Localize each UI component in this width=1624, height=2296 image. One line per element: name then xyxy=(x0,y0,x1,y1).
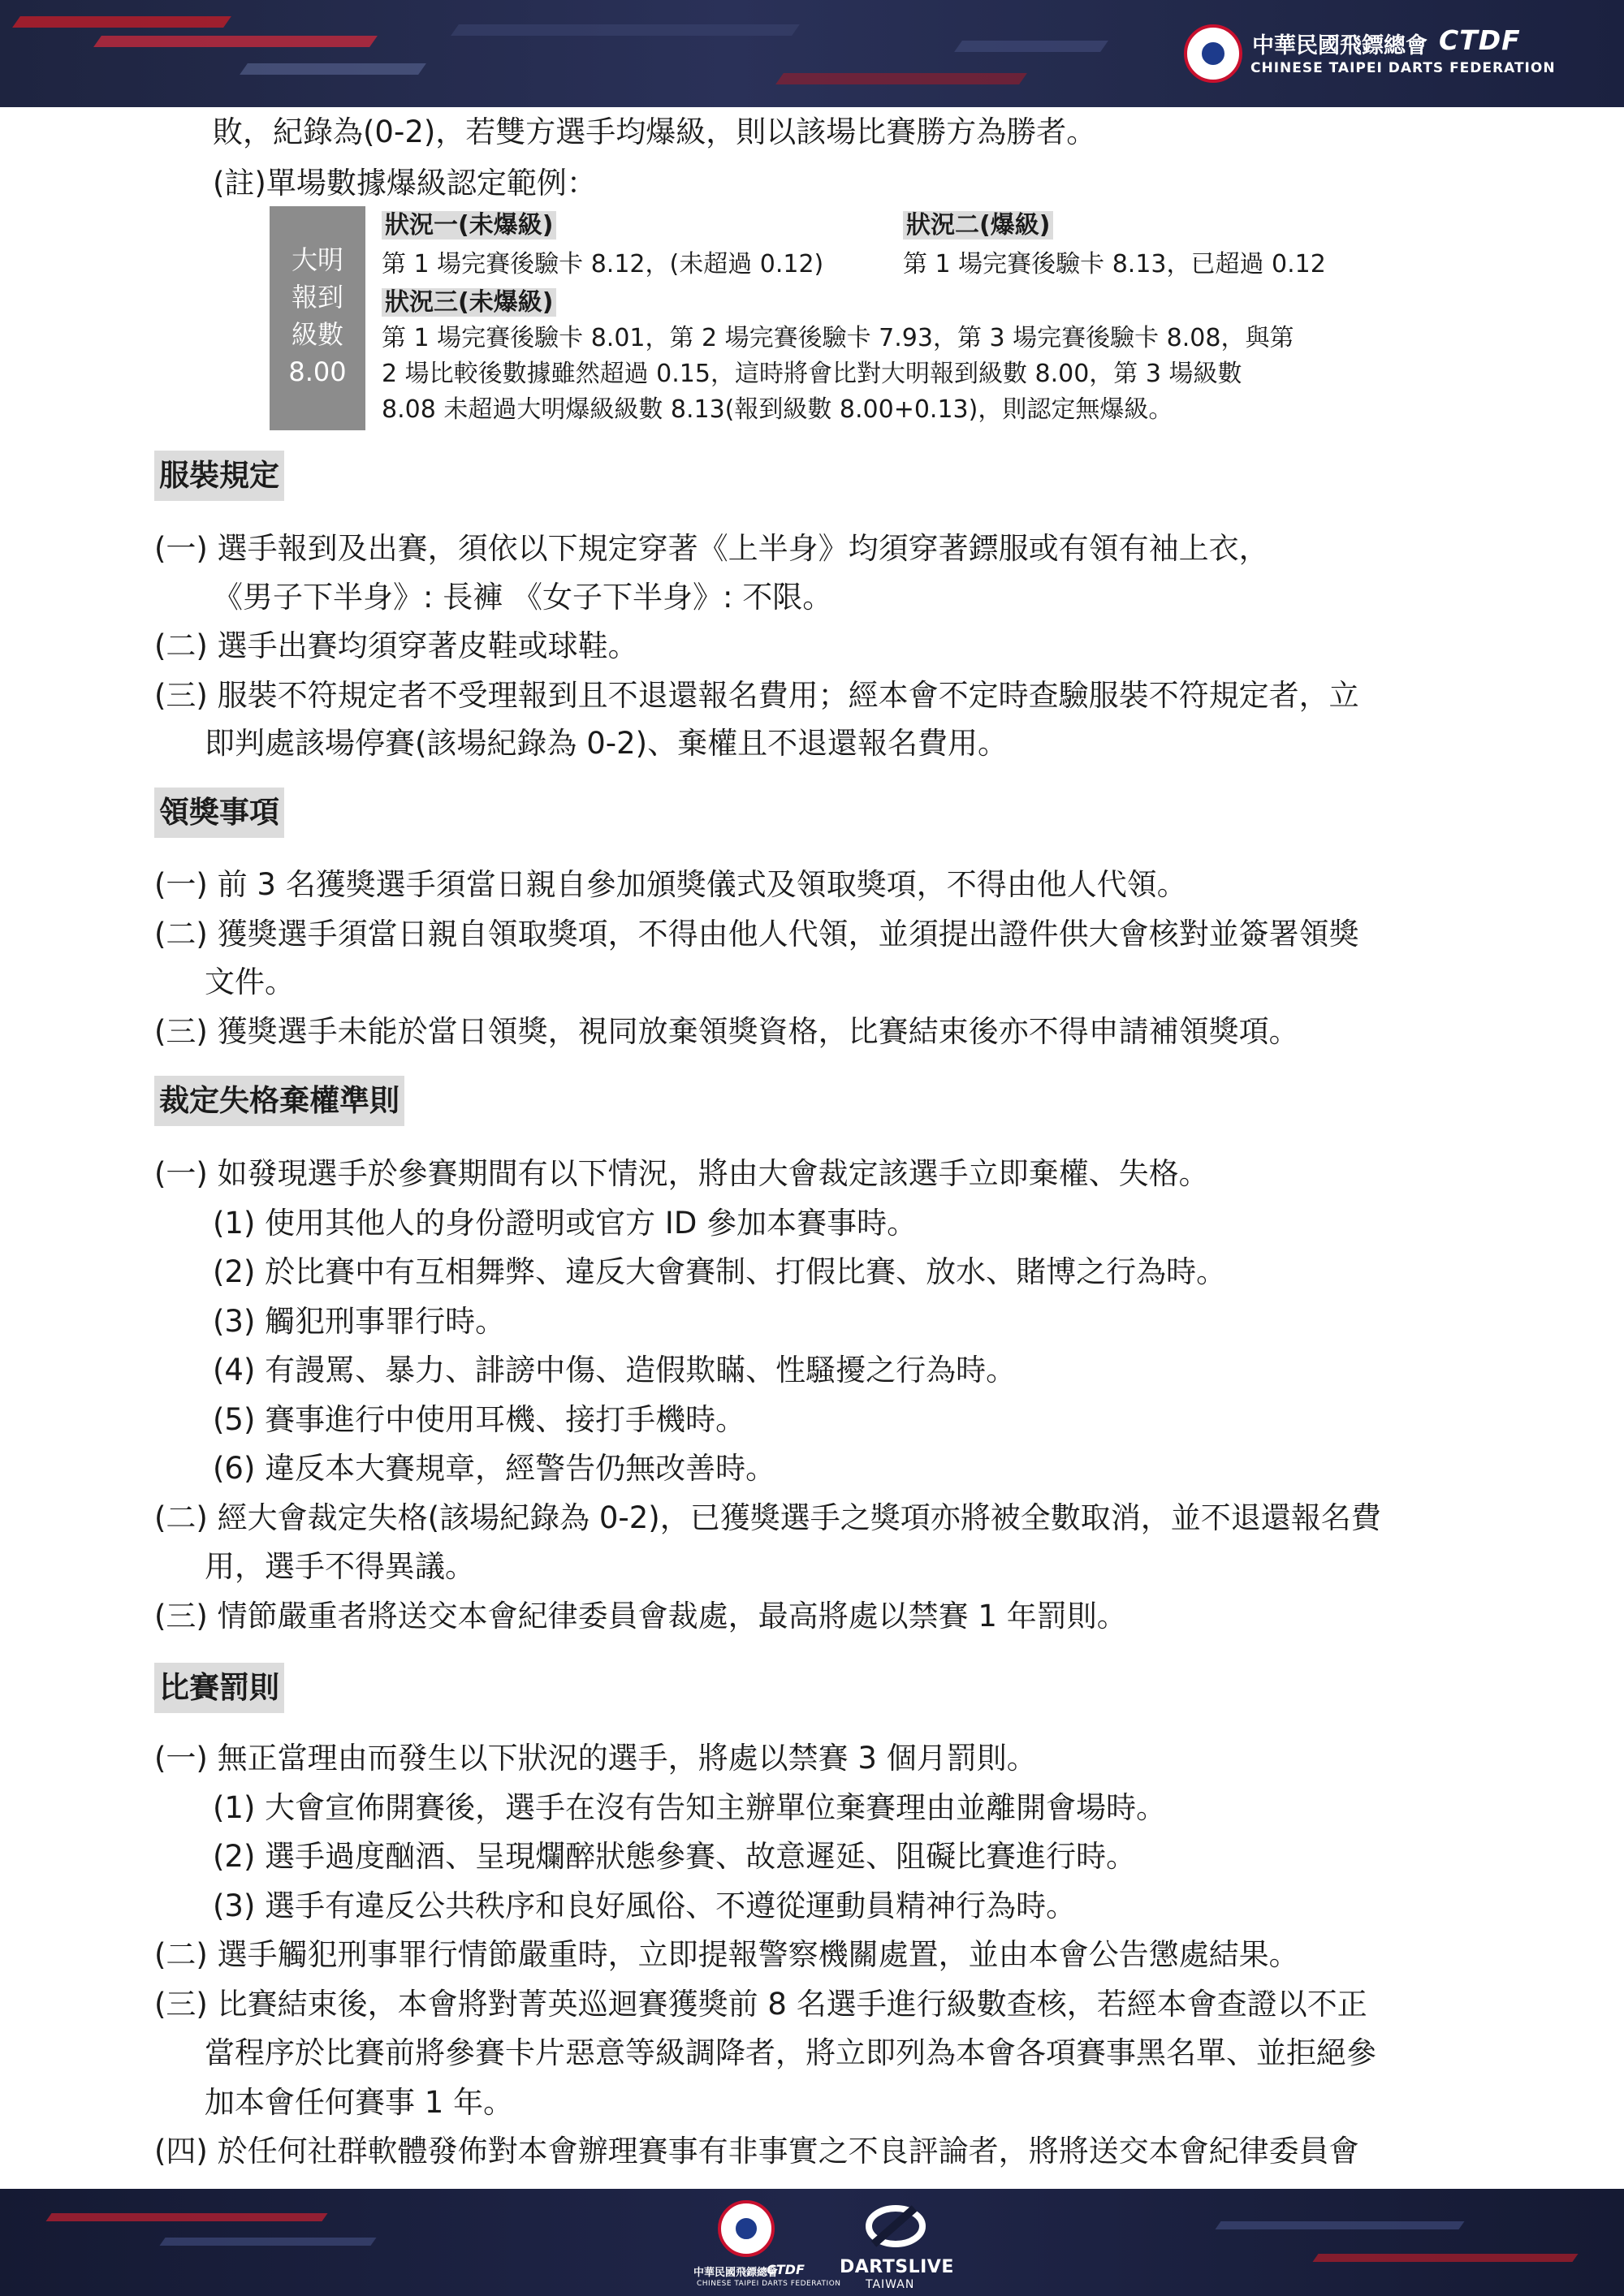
disqualification-line: (4) 有謾罵、暴力、誹謗中傷、造假欺瞞、性騷擾之行為時。 xyxy=(213,1353,1017,1388)
example-box-line: 8.00 xyxy=(288,356,347,387)
case2-title: 狀況二(爆級) xyxy=(903,211,1053,240)
case3-title: 狀況三(未爆級) xyxy=(382,288,556,317)
footer-org-english: CHINESE TAIPEI DARTS FEDERATION xyxy=(697,2280,841,2288)
disqualification-line: (三) 情節嚴重者將送交本會紀律委員會裁處，最高將處以禁賽 1 年罰則。 xyxy=(154,1599,1127,1634)
penalties-line: (二) 選手觸犯刑事罪行情節嚴重時，立即提報警察機關處置，並由本會公告懲處結果。 xyxy=(154,1937,1299,1972)
example-label-box xyxy=(270,206,365,430)
header-stripe xyxy=(954,41,1108,52)
section-title-penalties: 比賽罰則 xyxy=(154,1663,284,1713)
footer-org-name: 中華民國飛鏢總會 xyxy=(693,2267,779,2279)
header-stripe xyxy=(93,36,378,47)
header-org-name: 中華民國飛鏢總會 xyxy=(1252,33,1427,58)
footer-stripe xyxy=(1312,2254,1578,2262)
awards-line: 文件。 xyxy=(205,965,295,999)
disqualification-line: (2) 於比賽中有互相舞弊、違反大會賽制、打假比賽、放水、賭博之行為時。 xyxy=(213,1254,1227,1289)
ctdf-logo-icon xyxy=(1184,24,1242,83)
ctdf-logo-icon xyxy=(718,2200,775,2257)
dress-line: 即判處該場停賽(該場紀錄為 0-2)、棄權且不退還報名費用。 xyxy=(205,726,1009,761)
header-stripe xyxy=(775,73,1027,84)
footer-stripe xyxy=(159,2238,376,2246)
dress-line: 《男子下半身》: 長褲 《女子下半身》: 不限。 xyxy=(213,580,833,615)
page-header xyxy=(0,0,1624,107)
penalties-line: (一) 無正當理由而發生以下狀況的選手，將處以禁賽 3 個月罰則。 xyxy=(154,1741,1037,1776)
case3-line: 第 1 場完賽後驗卡 8.01，第 2 場完賽後驗卡 7.93，第 3 場完賽後驗卡 8.08，與第 xyxy=(382,324,1294,352)
case3-line: 8.08 未超過大明爆級級數 8.13(報到級數 8.00+0.13)，則認定無爆級。 xyxy=(382,395,1173,424)
disqualification-line: (3) 觸犯刑事罪行時。 xyxy=(213,1304,506,1339)
dress-line: (二) 選手出賽均須穿著皮鞋或球鞋。 xyxy=(154,628,638,663)
note-title: (註)單場數據爆級認定範例： xyxy=(213,166,597,201)
dress-line: (三) 服裝不符規定者不受理報到且不退還報名費用；經本會不定時查驗服裝不符規定者，立 xyxy=(154,678,1359,713)
penalties-line: (四) 於任何社群軟體發佈對本會辦理賽事有非事實之不良評論者，將將送交本會紀律委員會 xyxy=(154,2134,1359,2169)
disqualification-line: (一) 如發現選手於參賽期間有以下情況，將由大會裁定該選手立即棄權、失格。 xyxy=(154,1156,1209,1191)
awards-line: (一) 前 3 名獲獎選手須當日親自參加頒獎儀式及領取獎項，不得由他人代領。 xyxy=(154,867,1187,902)
penalties-line: (3) 選手有違反公共秩序和良好風俗、不遵從運動員精神行為時。 xyxy=(213,1888,1077,1923)
penalties-line: 加本會任何賽事 1 年。 xyxy=(205,2085,514,2120)
penalties-line: (2) 選手過度酗酒、呈現爛醉狀態參賽、故意遲延、阻礙比賽進行時。 xyxy=(213,1839,1137,1874)
disqualification-line: (二) 經大會裁定失格(該場紀錄為 0-2)，已獲獎選手之獎項亦將被全數取消，並不退還報名費 xyxy=(154,1500,1381,1535)
case1-title: 狀況一(未爆級) xyxy=(382,211,556,240)
page-footer xyxy=(0,2189,1624,2296)
footer-stripe xyxy=(45,2213,327,2221)
footer-stripe xyxy=(1215,2221,1464,2229)
dartslive-logo-icon xyxy=(866,2202,926,2251)
case1-text: 第 1 場完賽後驗卡 8.12，(未超過 0.12) xyxy=(382,250,824,278)
awards-line: (三) 獲獎選手未能於當日領獎，視同放棄領獎資格，比賽結束後亦不得申請補領獎項。 xyxy=(154,1014,1299,1049)
awards-line: (二) 獲獎選手須當日親自領取獎項，不得由他人代領，並須提出證件供大會核對並簽署領獎 xyxy=(154,917,1359,952)
header-org-english: CHINESE TAIPEI DARTS FEDERATION xyxy=(1250,60,1556,76)
partner-sub: TAIWAN xyxy=(866,2278,915,2291)
intro-line: 敗，紀錄為(0-2)，若雙方選手均爆級，則以該場比賽勝方為勝者。 xyxy=(213,114,1097,149)
disqualification-line: (1) 使用其他人的身份證明或官方 ID 參加本賽事時。 xyxy=(213,1206,918,1241)
header-stripe xyxy=(240,63,426,75)
disqualification-line: 用，選手不得異議。 xyxy=(205,1549,475,1584)
footer-org-abbr: CTDF xyxy=(767,2262,805,2277)
penalties-line: 當程序於比賽前將參賽卡片惡意等級調降者，將立即列為本會各項賽事黑名單、並拒絕參 xyxy=(205,2035,1376,2070)
section-title-awards: 領獎事項 xyxy=(154,788,284,838)
header-org-abbr: CTDF xyxy=(1439,24,1521,56)
section-title-dress: 服裝規定 xyxy=(154,451,284,501)
header-stripe xyxy=(451,24,800,36)
disqualification-line: (5) 賽事進行中使用耳機、接打手機時。 xyxy=(213,1402,746,1437)
penalties-line: (三) 比賽結束後，本會將對菁英巡迴賽獲獎前 8 名選手進行級數查核，若經本會查證以不正 xyxy=(154,1987,1367,2022)
example-box-line: 大明 xyxy=(291,244,343,275)
section-title-disqualification: 裁定失格棄權準則 xyxy=(154,1076,404,1126)
case3-line: 2 場比較後數據雖然超過 0.15，這時將會比對大明報到級數 8.00，第 3 場級數 xyxy=(382,360,1242,388)
case2-text: 第 1 場完賽後驗卡 8.13，已超過 0.12 xyxy=(903,250,1326,278)
dress-line: (一) 選手報到及出賽，須依以下規定穿著《上半身》均須穿著鏢服或有領有袖上衣， xyxy=(154,531,1269,566)
header-stripe xyxy=(12,16,231,28)
example-box-line: 級數 xyxy=(291,319,343,350)
disqualification-line: (6) 違反本大賽規章，經警告仍無改善時。 xyxy=(213,1451,776,1486)
penalties-line: (1) 大會宣佈開賽後，選手在沒有告知主辦單位棄賽理由並離開會場時。 xyxy=(213,1790,1167,1825)
partner-name: DARTSLIVE xyxy=(840,2257,954,2277)
example-box-line: 報到 xyxy=(291,282,343,313)
